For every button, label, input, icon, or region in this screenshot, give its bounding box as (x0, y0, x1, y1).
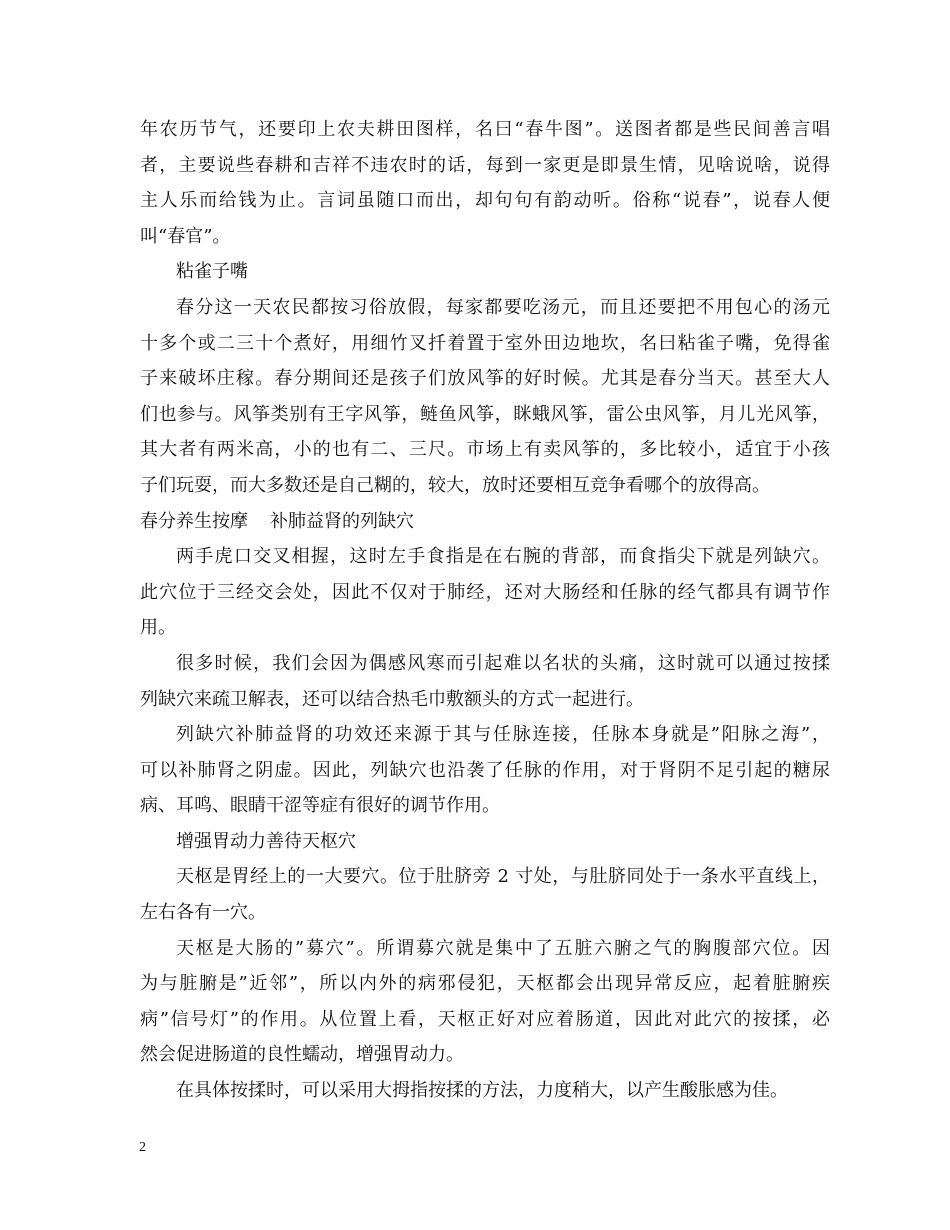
text-line: 病”信号灯”的作用。从位置上看，天枢正好对应着肠道，因此对此穴的按揉，必 (140, 1008, 830, 1030)
text-line: 子们玩耍，而大多数还是自己糊的，较大，放时还要相互竞争看哪个的放得高。 (140, 474, 770, 496)
body-text (140, 112, 830, 1109)
text-line: 主人乐而给钱为止。言词虽随口而出，却句句有韵动听。俗称“说春”，说春人便 (140, 190, 830, 212)
section-heading (140, 504, 830, 540)
text-line: 列缺穴来疏卫解表，还可以结合热毛巾敷额头的方式一起进行。 (140, 688, 644, 710)
heading-part: 补肺益肾的列缺穴 (270, 510, 414, 532)
text-line: 叫“春官”。 (140, 225, 231, 247)
text-line: 子来破坏庄稼。春分期间还是孩子们放风筝的好时候。尤其是春分当天。甚至大人 (140, 368, 830, 390)
text-line: 天枢是胃经上的一大要穴。位于肚脐旁 2 寸处，与肚脐同处于一条水平直线上， (176, 866, 830, 888)
text-line: 们也参与。风筝类别有王字风筝，鲢鱼风筝，眯蛾风筝，雷公虫风筝，月儿光风筝， (140, 403, 830, 425)
text-line: 其大者有两米高，小的也有二、三尺。市场上有卖风筝的，多比较小，适宜于小孩 (140, 439, 830, 461)
text-line: 左右各有一穴。 (140, 902, 266, 924)
text-line: 用。 (140, 617, 176, 639)
text-line: 列缺穴补肺益肾的功效还来源于其与任脉连接，任脉本身就是”阳脉之海”， (176, 724, 830, 746)
page-number: 2 (139, 1140, 146, 1155)
text-line: 然会促进肠道的良性蠕动，增强胃动力。 (140, 1044, 464, 1066)
section-heading: 增强胃动力善待天枢穴 (176, 830, 356, 852)
text-line: 病、耳鸣、眼睛干涩等症有很好的调节作用。 (140, 795, 500, 817)
text-line: 可以补肺肾之阴虚。因此，列缺穴也沿袭了任脉的作用，对于肾阴不足引起的糖尿 (140, 759, 830, 781)
section-heading: 粘雀子嘴 (176, 261, 248, 283)
heading-part: 春分养生按摩 (140, 510, 248, 532)
text-line: 者，主要说些春耕和吉祥不违农时的话，每到一家更是即景生情，见啥说啥，说得 (140, 154, 830, 176)
text-line: 年农历节气，还要印上农夫耕田图样，名曰“春牛图”。送图者都是些民间善言唱 (140, 119, 830, 140)
text-line: 两手虎口交叉相握，这时左手食指是在右腕的背部，而食指尖下就是列缺穴。 (176, 546, 830, 568)
text-line: 十多个或二三十个煮好，用细竹叉扦着置于室外田边地坎，名曰粘雀子嘴，免得雀 (140, 332, 830, 354)
text-line: 为与脏腑是”近邻”，所以内外的病邪侵犯，天枢都会出现异常反应，起着脏腑疾 (140, 973, 830, 995)
text-line: 很多时候，我们会因为偶感风寒而引起难以名状的头痛，这时就可以通过按揉 (176, 652, 830, 674)
text-line: 天枢是大肠的”募穴”。所谓募穴就是集中了五脏六腑之气的胸腹部穴位。因 (176, 937, 830, 959)
text-line: 春分这一天农民都按习俗放假，每家都要吃汤元，而且还要把不用包心的汤元 (176, 296, 830, 318)
text-line: 此穴位于三经交会处，因此不仅对于肺经，还对大肠经和任脉的经气都具有调节作 (140, 581, 830, 603)
text-line: 在具体按揉时，可以采用大拇指按揉的方法，力度稍大，以产生酸胀感为佳。 (176, 1080, 788, 1102)
